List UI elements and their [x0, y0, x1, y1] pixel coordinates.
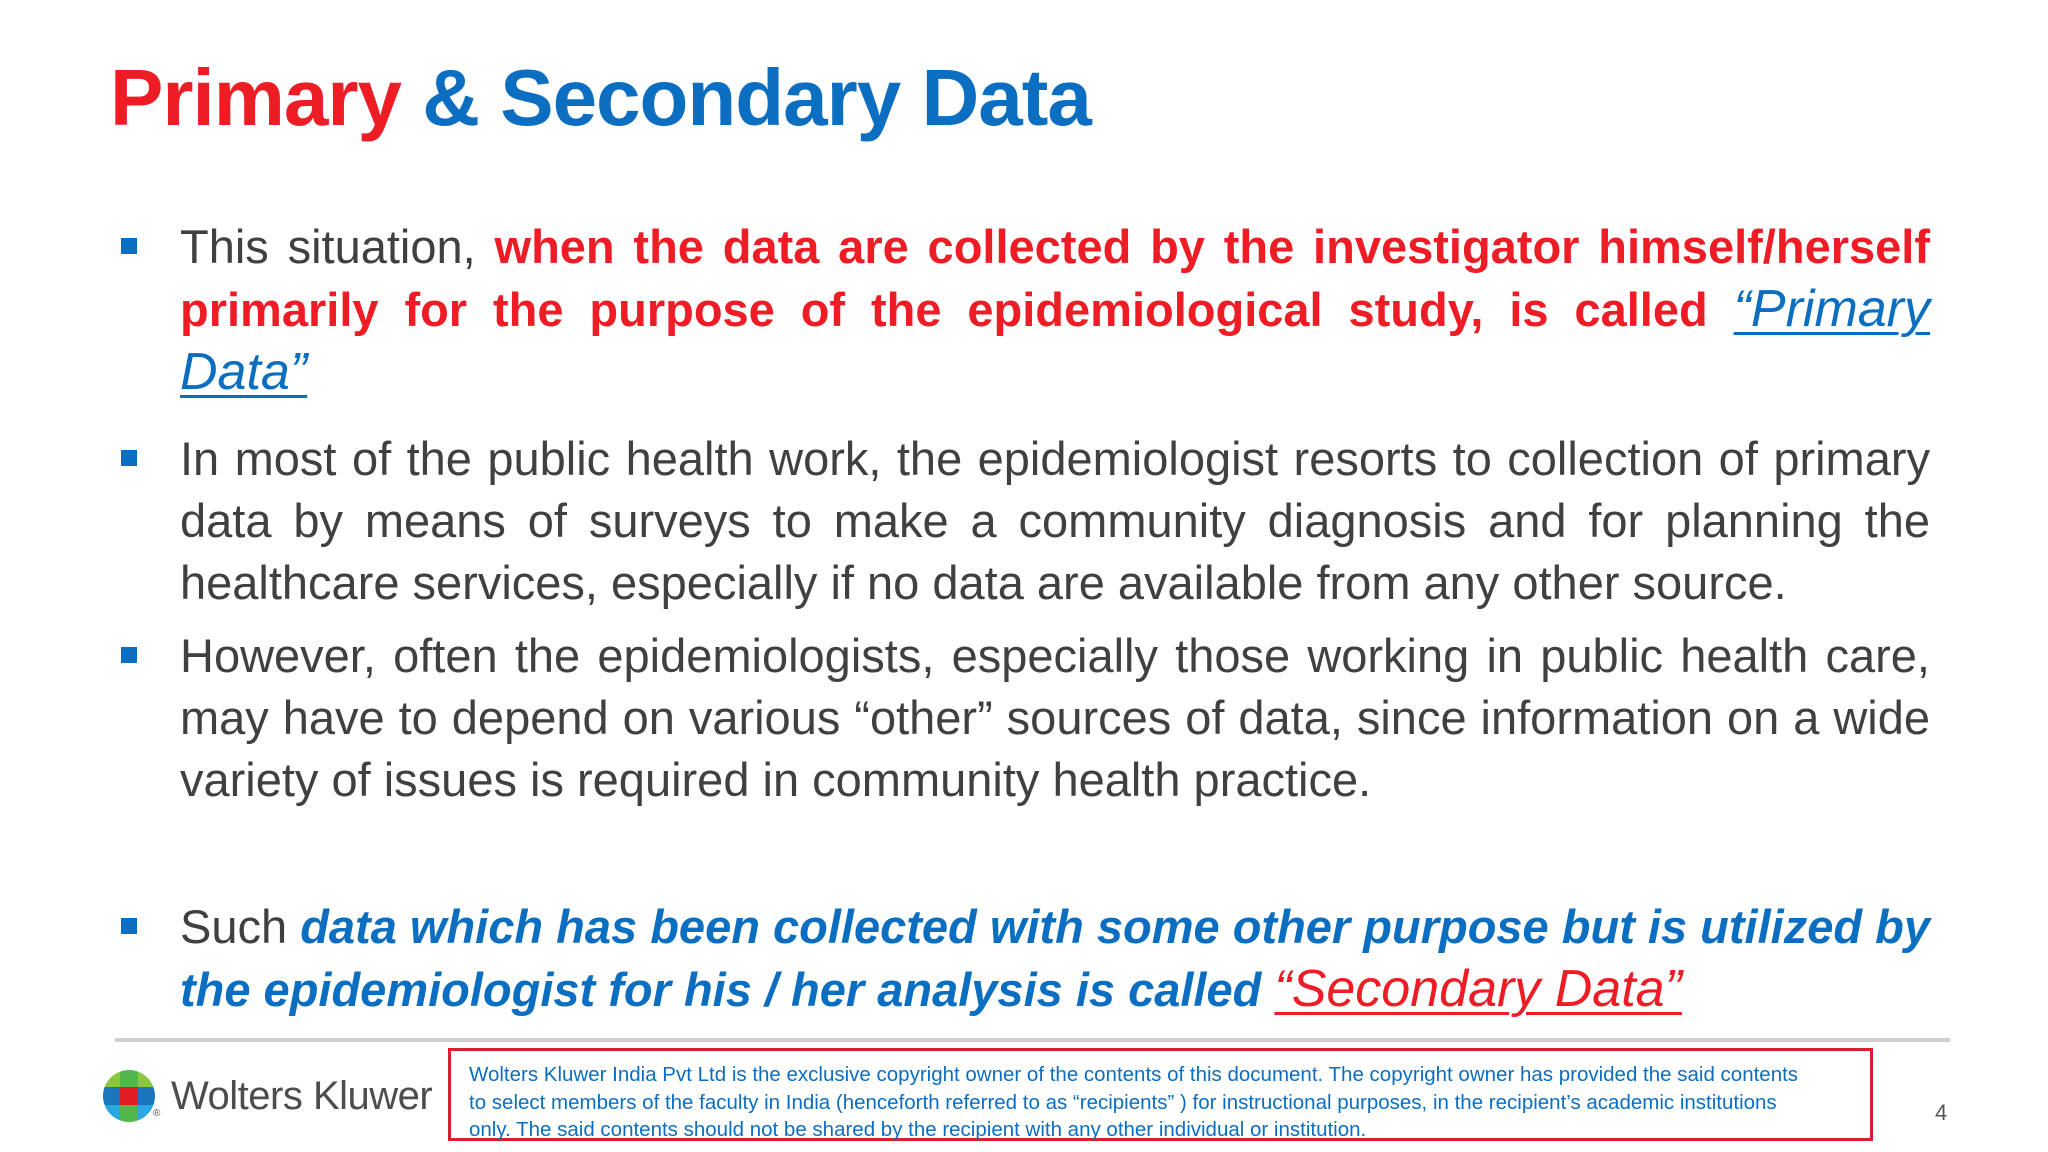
secondary-data-term: “Secondary Data” [1274, 960, 1682, 1018]
square-bullet-icon [121, 450, 137, 466]
bullet-text: In most of the public health work, the epidemiologist resorts to collection of primary data by means of surveys to make a community diagnosis and for planning the healthcare services, especially if no data are available from any other source. [180, 432, 1930, 609]
square-bullet-icon [121, 238, 137, 254]
registered-mark: ® [153, 1108, 161, 1119]
primary-data-term: “Primary Data” [180, 280, 1930, 401]
bullet-primary-data [180, 216, 1930, 404]
bullet-collection-primary [180, 428, 1930, 614]
bullet-text: However, often the epidemiologists, especially those working in public health care, may have to depend on various “other” sources of data, since information on a wide variety of issues is required in community health practice. [180, 629, 1930, 806]
bullet-plain-text: This situation, [180, 220, 495, 273]
copyright-line: only. The said contents should not be shared by the recipient with any other individual or institution. [469, 1118, 1367, 1141]
title-secondary-data: & Secondary Data [422, 53, 1091, 142]
square-bullet-icon [121, 918, 137, 934]
logo-wordmark: Wolters Kluwer [171, 1074, 433, 1118]
bullet-emphasis-text: when the data are collected by the investigator himself/herself primarily for the purpose of the epidemiological study, is called [180, 220, 1930, 336]
slide-title [110, 52, 1091, 144]
copyright-notice [448, 1048, 1873, 1141]
bullet-emphasis-text: data which has been collected with some other purpose but is utilized by the epidemiologist for his / her analysis is called [180, 900, 1930, 1016]
footer-divider [115, 1038, 1950, 1042]
wolters-kluwer-logo-icon [103, 1070, 155, 1122]
bullet-other-sources [180, 625, 1930, 811]
page-number: 4 [1935, 1100, 1948, 1125]
title-primary: Primary [110, 53, 401, 142]
copyright-line: to select members of the faculty in India (henceforth referred to as “recipients” ) for instructional purposes, in the recipient’s academic institutions [469, 1090, 1777, 1114]
bullet-plain-text: Such [180, 900, 301, 953]
wolters-kluwer-logo [103, 1068, 443, 1128]
bullet-secondary-data [180, 896, 1930, 1021]
square-bullet-icon [121, 647, 137, 663]
copyright-line: Wolters Kluwer India Pvt Ltd is the exclusive copyright owner of the contents of this document. The copyright owner has provided the said contents [469, 1063, 1799, 1086]
